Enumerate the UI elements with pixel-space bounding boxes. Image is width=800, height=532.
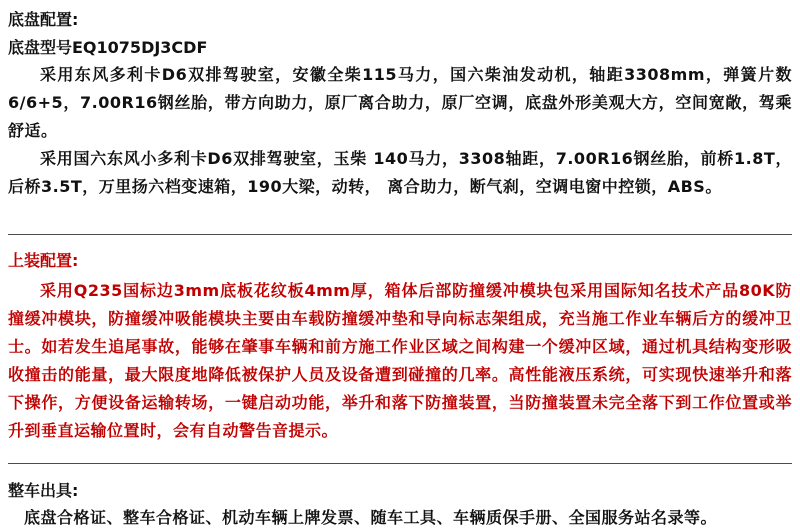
chassis-paragraph-2: 采用国六东风小多利卡D6双排驾驶室，玉柴 140马力，3308轴距，7.00R16钢丝胎，前桥1.8T，后桥3.5T，万里扬六档变速箱，190大梁，动转， 离合助力，断气刹，空调电窗中控锁，ABS。 [8,149,792,196]
chassis-paragraph-1: 采用东风多利卡D6双排驾驶室，安徽全柴115马力，国六柴油发动机，轴距3308mm，弹簧片数6/6+5，7.00R16钢丝胎，带方向助力，原厂离合助力，原厂空调，底盘外形美观大方，空间宽敞，驾乘舒适。 [8,65,792,140]
body-config-paragraph: 采用Q235国标边3mm底板花纹板4mm厚，箱体后部防撞缓冲模块包采用国际知名技术产品80K防撞缓冲模块，防撞缓冲吸能模块主要由车载防撞缓冲垫和导向标志架组成，充当施工作业车辆后方的缓冲卫士。如若发生追尾事故，能够在肇事车辆和前方施工作业区域之间构建一个缓冲区域，通过机具结构变形吸收撞击的能量，最大限度地降低被保护人员及设备遭到碰撞的几率。高性能液压系统，可实现快速举升和落下操作，方便设备运输转场，一键启动功能，举升和落下防撞装置，当防撞装置未完全落下到工作位置或举升到垂直运输位置时，会有自动警告音提示。 [8,281,792,440]
chassis-config-heading: 底盘配置: [8,10,79,29]
delivery-docs-heading: 整车出具: [8,481,79,500]
section-chassis-config [8,6,792,201]
section-delivery-docs [8,477,792,532]
section-divider-top [8,234,792,235]
section-body-config [8,247,792,445]
chassis-model-line: 底盘型号EQ1075DJ3CDF [8,38,208,57]
delivery-docs-paragraph: 底盘合格证、整车合格证、机动车辆上牌发票、随车工具、车辆质保手册、全国服务站名录等。 [24,508,718,527]
body-config-heading: 上装配置: [8,251,79,270]
section-divider-bottom [8,463,792,464]
